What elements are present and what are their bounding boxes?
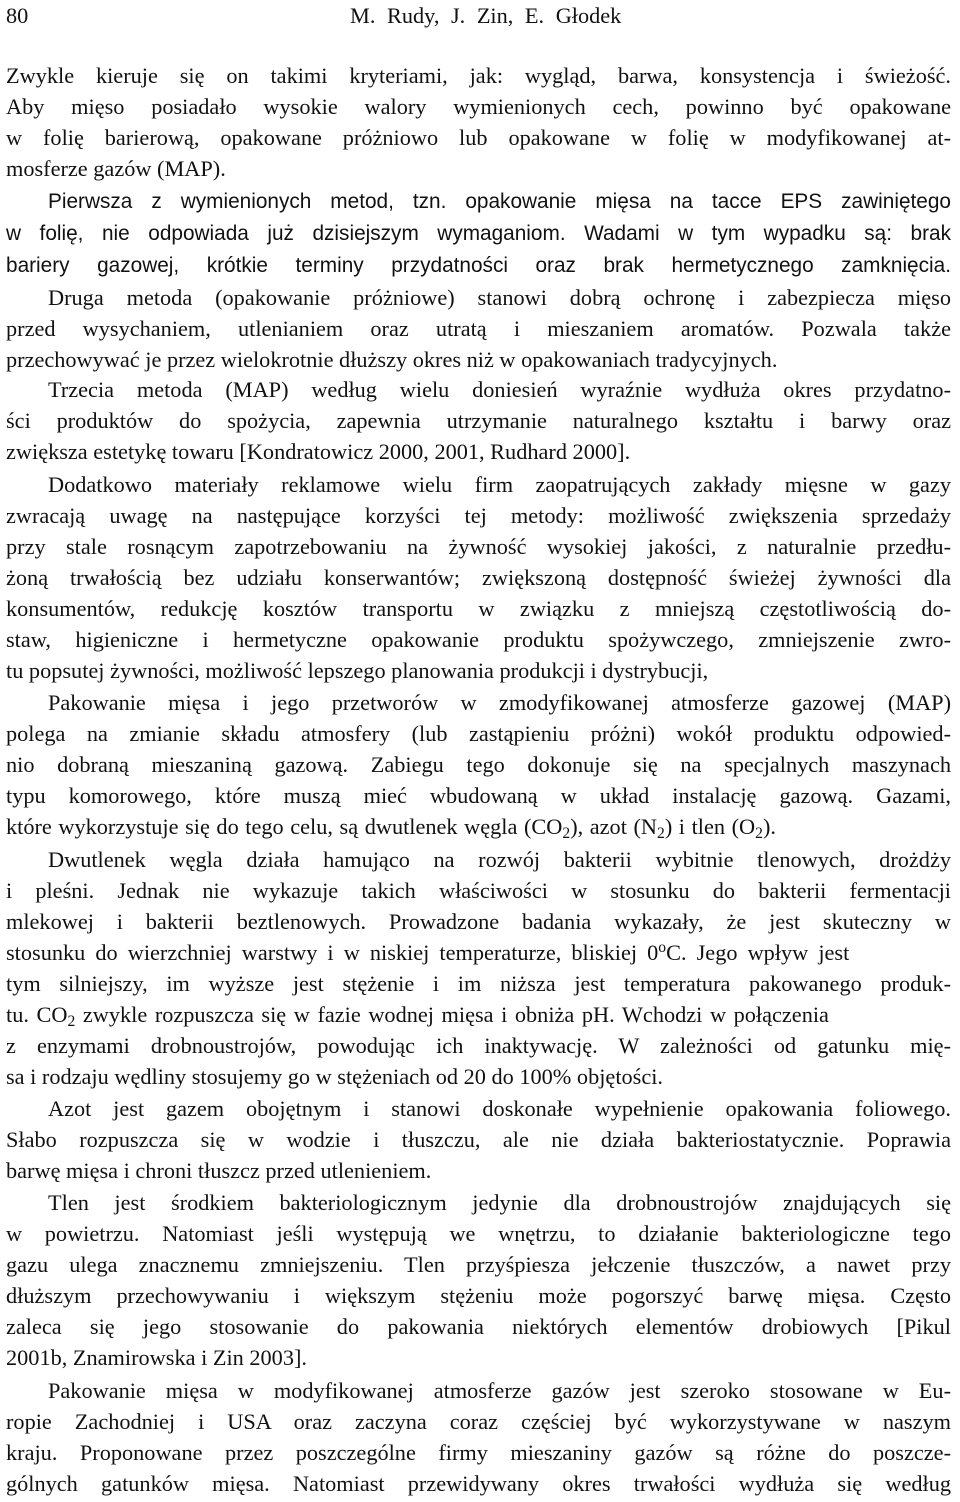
text-line: mosferze gazów (MAP). — [6, 156, 226, 181]
text-line: zaleca się jego stosowanie do pakowania niektórych elementów drobiowych [Pikul — [6, 1314, 951, 1339]
text-segment: ). — [762, 814, 776, 839]
text-line: tym silniejszy, im wyższe jest stężenie i im niższa jest temperatura pakowanego produk- — [6, 971, 951, 996]
text-line: 2001b, Znamirowska i Zin 2003]. — [6, 1345, 307, 1370]
text-line: żoną trwałością bez udziału konserwantów; zwiększoną dostępność świeżej żywności dla — [6, 565, 951, 590]
running-header-authors: M. Rudy, J. Zin, E. Głodek — [350, 3, 622, 28]
text-line: staw, higieniczne i hermetyczne opakowanie produktu spożywczego, zmniejszenie zwro- — [6, 627, 951, 652]
text-line: przed wysychaniem, utlenianiem oraz utratą i mieszaniem aromatów. Pozwala także — [6, 316, 951, 341]
text-line-co2 — [6, 999, 951, 1030]
text-line: typu komorowego, które muszą mieć wbudowaną w układ instalację gazową. Gazami, — [6, 783, 951, 808]
text-segment: C. Jego wpływ jest — [666, 940, 850, 965]
text-segment: które wykorzystuje się do tego celu, są dwutlenek węgla (CO — [6, 814, 563, 839]
text-line: mlekowej i bakterii beztlenowych. Prowadzone badania wykazały, że jest skuteczny w — [6, 909, 951, 934]
text-line: Aby mięso posiadało wysokie walory wymienionych cech, powinno być opakowane — [6, 94, 951, 119]
text-line: Pierwsza z wymienionych metod, tzn. opakowanie mięsa na tacce EPS zawiniętego — [48, 190, 951, 213]
text-line: w folię barierową, opakowane próżniowo lub opakowane w folię w modyfikowanej at- — [6, 125, 951, 150]
text-segment: ), azot (N — [570, 814, 657, 839]
text-line: nio dobraną mieszaniną gazową. Zabiegu tego dokonuje się na specjalnych maszynach — [6, 752, 951, 777]
subscript: 2 — [755, 824, 763, 842]
text-line: Pakowanie mięsa i jego przetworów w zmodyfikowanej atmosferze gazowej (MAP) — [48, 690, 951, 715]
text-line: z enzymami drobnoustrojów, powodując ich inaktywację. W zależności od gatunku mię- — [6, 1033, 951, 1058]
text-line: Pakowanie mięsa w modyfikowanej atmosferze gazów jest szeroko stosowane w Eu- — [48, 1378, 951, 1403]
subscript: 2 — [562, 824, 571, 842]
text-line: Dodatkowo materiały reklamowe wielu firm zaopatrujących zakłady mięsne w gazy — [48, 472, 951, 497]
text-line: i pleśni. Jednak nie wykazuje takich właściwości w stosunku do bakterii fermentacji — [6, 878, 951, 903]
subscript: 2 — [67, 1012, 76, 1030]
text-line: Azot jest gazem obojętnym i stanowi doskonałe wypełnienie opakowania foliowego. — [48, 1096, 951, 1121]
text-line: w powietrzu. Natomiast jeśli występują we wnętrzu, to działanie bakteriologiczne tego — [6, 1221, 951, 1246]
text-line: ści produktów do spożycia, zapewnia utrzymanie naturalnego kształtu i barwy oraz — [6, 408, 951, 433]
text-segment: ) i tlen (O — [664, 814, 756, 839]
text-line: ropie Zachodniej i USA oraz zaczyna coraz częściej być wykorzystywane w naszym — [6, 1409, 951, 1434]
text-segment: zwykle rozpuszcza się w fazie wodnej mięsa i obniża pH. Wchodzi w połączenia — [75, 1002, 829, 1027]
text-line: przy stale rosnącym zapotrzebowaniu na żywność wysokiej jakości, z naturalnie przedłu- — [6, 534, 951, 559]
text-line: Słabo rozpuszcza się w wodzie i tłuszczu, ale nie działa bakteriostatycznie. Poprawia — [6, 1127, 951, 1152]
text-line: sa i rodzaju wędliny stosujemy go w stężeniach od 20 do 100% objętości. — [6, 1064, 664, 1089]
text-line: Druga metoda (opakowanie próżniowe) stanowi dobrą ochronę i zabezpiecza mięso — [48, 285, 951, 310]
superscript: o — [658, 939, 667, 957]
text-line: bariery gazowej, krótkie terminy przydatności oraz brak hermetycznego zamknięcia. — [6, 254, 951, 277]
text-segment: tu. CO — [6, 1002, 68, 1027]
text-line: konsumentów, redukcję kosztów transportu w związku z mniejszą częstotliwością do- — [6, 596, 951, 621]
text-line: zwracają uwagę na następujące korzyści tej metody: możliwość zwiększenia sprzedaży — [6, 503, 951, 528]
text-line: Zwykle kieruje się on takimi kryteriami, jak: wygląd, barwa, konsystencja i świeżość. — [6, 63, 951, 88]
text-line: barwę mięsa i chroni tłuszcz przed utlenieniem. — [6, 1158, 432, 1183]
text-line: kraju. Proponowane przez poszczególne firmy mieszaniny gazów są różne do poszcze- — [6, 1440, 951, 1465]
subscript: 2 — [657, 824, 665, 842]
text-line: gólnych gatunków mięsa. Natomiast przewidywany okres trwałości wydłuża się według — [6, 1471, 951, 1496]
text-line: w folię, nie odpowiada już dzisiejszym wymaganiom. Wadami w tym wypadku są: brak — [6, 222, 951, 245]
text-line: Tlen jest środkiem bakteriologicznym jedynie dla drobnoustrojów znajdujących się — [48, 1190, 951, 1215]
text-line: gazu ulega znacznemu zmniejszeniu. Tlen przyśpiesza jełczenie tłuszczów, a nawet przy — [6, 1252, 951, 1277]
text-line: dłuższym przechowywaniu i większym stężeniu może pogorszyć barwę mięsa. Często — [6, 1283, 951, 1308]
text-segment: stosunku do wierzchniej warstwy i w niskiej temperaturze, bliskiej 0 — [6, 940, 659, 965]
text-line-gases — [6, 811, 951, 842]
text-line: polega na zmianie składu atmosfery (lub zastąpieniu próżni) wokół produktu odpowied- — [6, 721, 951, 746]
text-line-temperature — [6, 937, 951, 968]
text-line: zwiększa estetykę towaru [Kondratowicz 2000, 2001, Rudhard 2000]. — [6, 439, 631, 464]
page-number: 80 — [6, 3, 29, 28]
text-line: przechowywać je przez wielokrotnie dłuższy okres niż w opakowaniach tradycyjnych. — [6, 347, 778, 372]
text-line: Trzecia metoda (MAP) według wielu doniesień wyraźnie wydłuża okres przydatno- — [48, 377, 951, 402]
text-line: Dwutlenek węgla działa hamująco na rozwój bakterii wybitnie tlenowych, drożdży — [48, 847, 951, 872]
text-line: tu popsutej żywności, możliwość lepszego planowania produkcji i dystrybucji, — [6, 658, 709, 683]
